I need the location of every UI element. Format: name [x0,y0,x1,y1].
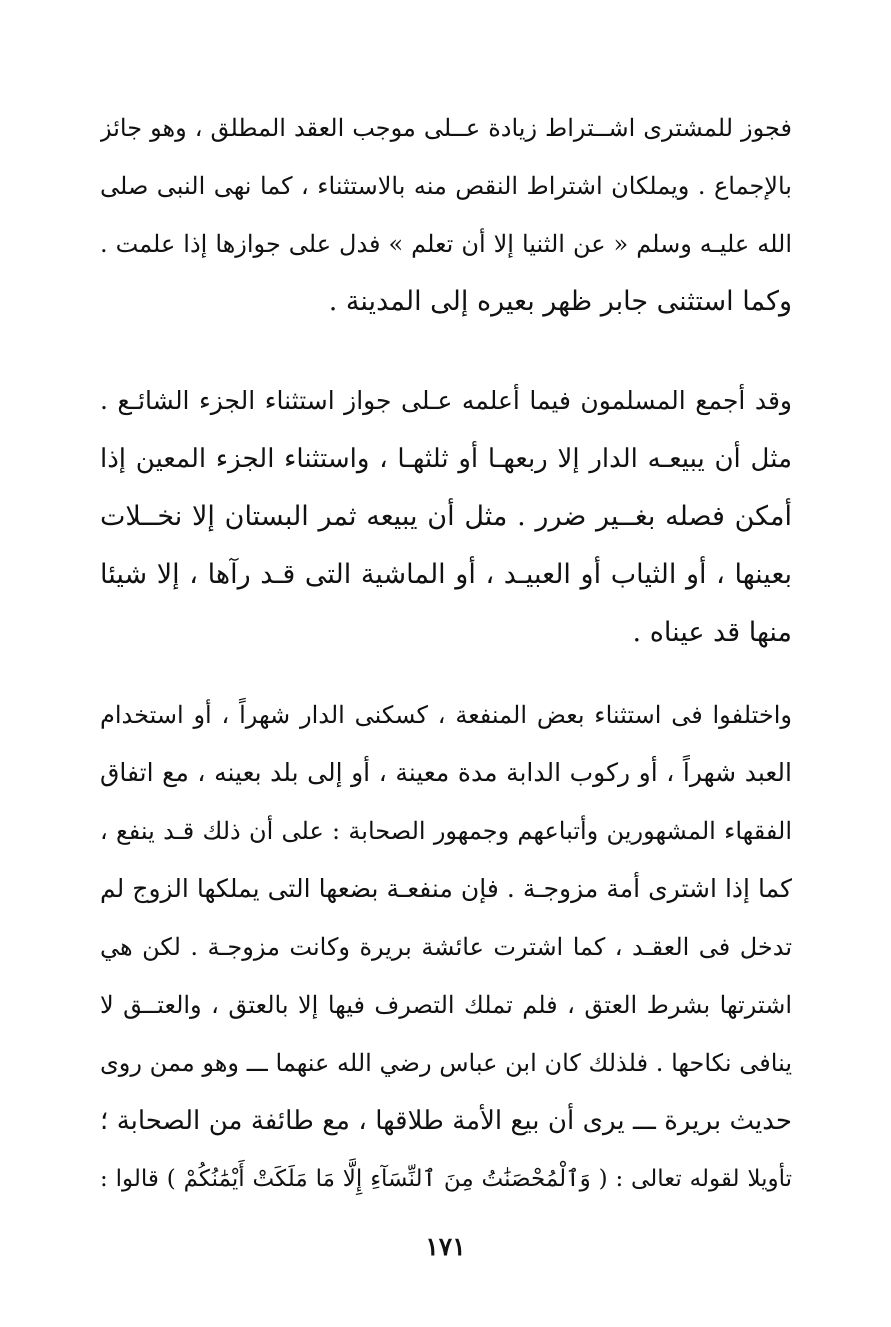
text-line: تدخل فى العقـد ، كما اشترت عائشة بريرة وكانت مزوجـة . لكن هي [100,933,792,961]
text-line: مثل أن يبيعـه الدار إلا ربعهـا أو ثلثهـا ، واستثناء الجزء المعين إذا [100,444,792,474]
text-line: منها قد عيناه . [632,617,792,648]
text-line: اشترتها بشرط العتق ، فلم تملك التصرف فيها إلا بالعتق ، والعتــق لا [100,991,792,1019]
text-line: الله عليـه وسلم « عن الثنيا إلا أن تعلم » فدل على جوازها إذا علمت . [100,230,792,258]
page-number: ١٧١ [425,1232,466,1261]
text-line: ينافى نكاحها . فلذلك كان ابن عباس رضي الله عنهما ـــ وهو ممن روى [100,1049,792,1077]
text-line: أمكن فصله بغــير ضرر . مثل أن يبيعه ثمر البستان إلا نخــلات [100,501,792,532]
text-line: بالإجماع . ويملكان اشتراط النقص منه بالاستثناء ، كما نهى النبى صلى [100,172,792,200]
paragraph-3 [100,686,792,1208]
text-line: وكما استثنى جابر ظهر بعيره إلى المدينة . [328,286,792,317]
text-line: بعينها ، أو الثياب أو العبيـد ، أو الماشية التى قـد رآها ، إلا شيئا [100,559,792,590]
text-line: حديث بريرة ـــ يرى أن بيع الأمة طلاقها ، مع طائفة من الصحابة ؛ [100,1106,792,1136]
text-line: وقد أجمع المسلمون فيما أعلمه عـلى جواز استثناء الجزء الشائـع . [100,386,792,415]
paragraph-1 [100,99,792,331]
text-line: تأويلا لقوله تعالى : ( وَٱلْمُحْصَنَٰتُ مِنَ ٱلنِّسَآءِ إِلَّا مَا مَلَكَتْ أَيْمَٰنُكُمْ ) قالوا : [100,1166,792,1192]
paragraph-2 [100,372,792,662]
text-line: الفقهاء المشهورين وأتباعهم وجمهور الصحابة : على أن ذلك قـد ينفع ، [100,817,792,845]
text-line: كما إذا اشترى أمة مزوجـة . فإن منفعـة بضعها التى يملكها الزوج لم [100,874,792,903]
text-line: فجوز للمشترى اشــتراط زيادة عــلى موجب العقد المطلق ، وهو جائز [100,114,792,142]
text-line: العبد شهراً ، أو ركوب الدابة مدة معينة ، أو إلى بلد بعينه ، مع اتفاق [100,758,792,787]
text-line: واختلفوا فى استثناء بعض المنفعة ، كسكنى الدار شهراً ، أو استخدام [100,701,792,729]
